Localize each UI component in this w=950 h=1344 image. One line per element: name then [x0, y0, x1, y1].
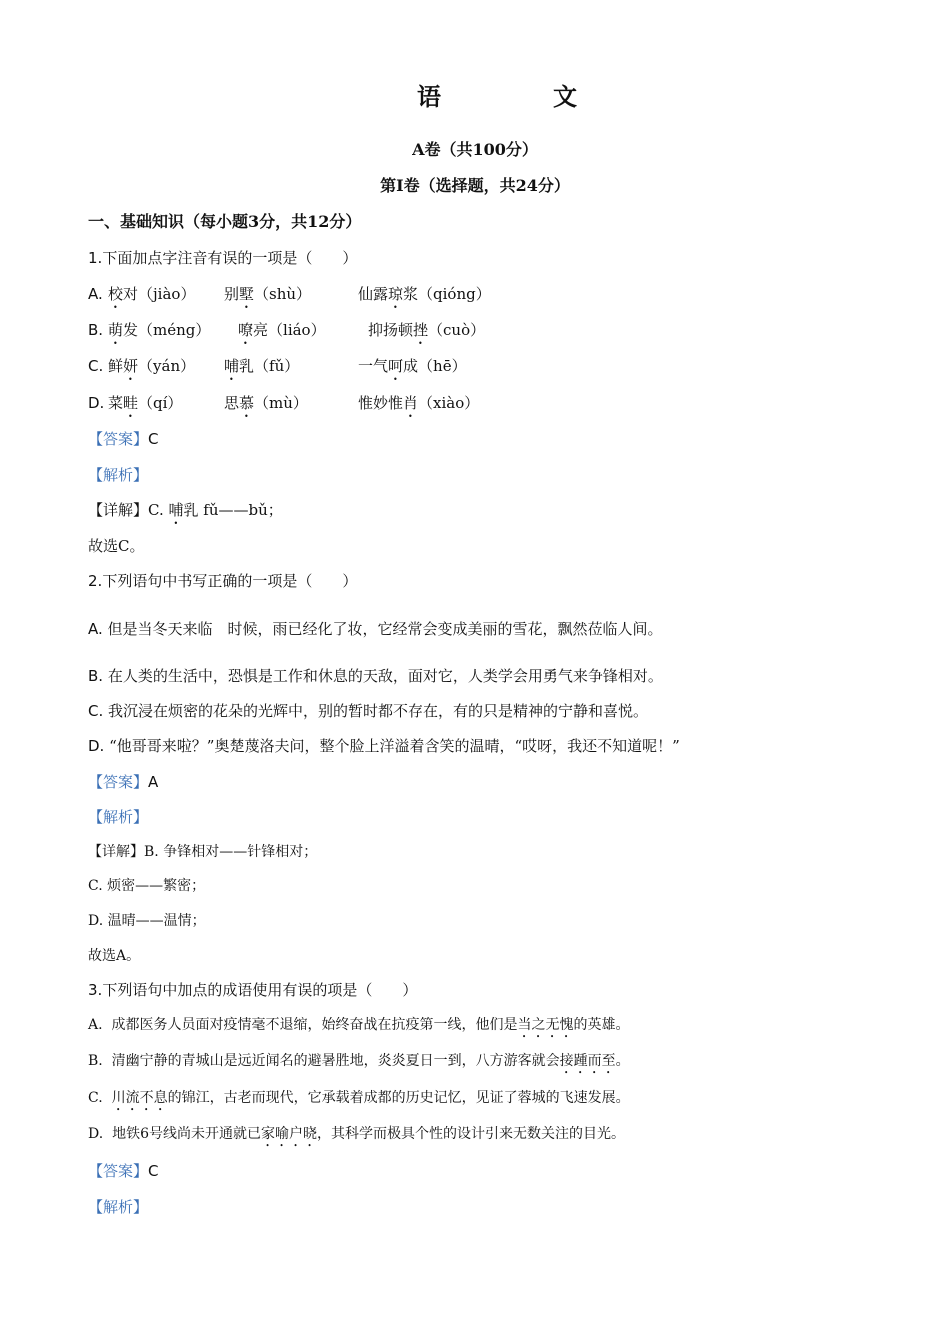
page-title: 语 文	[417, 82, 621, 111]
dotted-char: 呵	[388, 357, 404, 375]
part-title: 第Ⅰ卷（选择题，共24分）	[380, 176, 570, 195]
dotted-char: 墅	[239, 285, 255, 303]
q1-option-item	[358, 392, 479, 421]
answer-tag: 【答案】	[88, 773, 149, 791]
question-3-stem	[88, 979, 417, 1001]
q2-option-c	[88, 700, 648, 722]
item-pre: 思	[224, 394, 240, 412]
option-label: A.	[88, 620, 103, 638]
item-post: （yán）	[138, 357, 196, 375]
item-post: 对（jiào）	[123, 285, 196, 303]
detail-pre: C.	[148, 501, 169, 519]
q1-option-label: C.	[88, 357, 104, 375]
answer-value: C	[148, 430, 159, 448]
q2-option-a	[88, 618, 663, 640]
q3-option-a	[88, 1014, 629, 1041]
option-text: 但是当冬天来临 时候，雨已经化了妆，它经常会变成美丽的雪花，飘然莅临人间。	[107, 620, 663, 638]
item-pre: 惟妙惟	[358, 394, 404, 412]
option-label: B.	[88, 667, 104, 685]
q1-option-item	[224, 355, 299, 384]
option-label: B.	[88, 1053, 103, 1069]
q1-option-item	[358, 283, 491, 312]
option-pre: 成都医务人员面对疫情毫不退缩，始终奋战在抗疫第一线，他们是	[111, 1017, 518, 1033]
item-post: 浆（qióng）	[403, 285, 491, 303]
dotted-char: 挫	[413, 321, 429, 339]
q2-detail-d: D. 温晴——温情；	[88, 913, 206, 929]
detail-tag: 【详解】	[88, 844, 144, 860]
item-post: （cuò）	[428, 321, 486, 339]
item-post: （qí）	[138, 394, 183, 412]
option-idiom: 家喻户晓	[261, 1126, 318, 1142]
detail-text: B. 争锋相对——针锋相对；	[144, 844, 318, 860]
question-1-stem	[88, 247, 357, 269]
dotted-char: 畦	[123, 394, 139, 412]
item-post: （mù）	[254, 394, 308, 412]
q2-answer	[88, 771, 158, 793]
dotted-char: 妍	[123, 357, 139, 375]
option-text: 我沉浸在烦密的花朵的光辉中，别的暂时都不存在，有的只是精神的宁静和喜悦。	[108, 702, 649, 720]
q3-answer	[88, 1160, 159, 1182]
option-post: 。	[615, 1053, 630, 1069]
analysis-tag: 【解析】	[88, 466, 149, 484]
q1-option-item	[224, 283, 311, 312]
q1-option-label: B.	[88, 321, 104, 339]
q2-conclusion: 故选A。	[88, 948, 141, 964]
dotted-char: 萌	[108, 321, 124, 339]
option-text: 在人类的生活中，恐惧是工作和休息的天敌，面对它，人类学会用勇气来争锋相对。	[107, 667, 663, 685]
item-post: 乳（fǔ）	[239, 357, 300, 375]
option-text: “他哥哥来啦？”奥楚蔑洛夫问，整个脸上洋溢着含笑的温晴，“哎呀，我还不知道呢！”	[109, 737, 680, 755]
q1-answer	[88, 428, 159, 450]
option-idiom: 当之无愧	[517, 1017, 574, 1033]
option-label: D.	[88, 737, 105, 755]
section-title: 一、基础知识（每小题3分，共12分）	[88, 212, 362, 231]
q2-analysis-tag	[88, 806, 148, 828]
option-label: C.	[88, 702, 104, 720]
q1-option-label: A.	[88, 285, 103, 303]
item-post: （xiào）	[418, 394, 480, 412]
option-post: 的锦江，古老而现代，它承载着成都的历史记忆，见证了蓉城的飞速发展。	[167, 1090, 630, 1106]
q2-detail-c: C. 烦密——繁密；	[88, 878, 206, 894]
q1-analysis-tag	[88, 464, 148, 486]
detail-post: 乳 fǔ——bǔ；	[183, 501, 283, 519]
dotted-char: 嘹	[238, 321, 254, 339]
item-pre: 菜	[108, 394, 124, 412]
paper-subtitle: A卷（共100分）	[412, 140, 538, 159]
answer-value: A	[148, 773, 159, 791]
item-pre: 别	[224, 285, 240, 303]
question-text: 下列语句中书写正确的一项是（ ）	[102, 572, 358, 590]
option-idiom: 接踵而至	[559, 1053, 616, 1069]
option-idiom: 川流不息	[111, 1090, 168, 1106]
question-text: 下面加点字注音有误的一项是（ ）	[102, 249, 358, 267]
option-pre: 清幽宁静的青城山是远近闻名的避暑胜地，炎炎夏日一到，八方游客就会	[111, 1053, 560, 1069]
option-post: 的英雄。	[573, 1017, 630, 1033]
answer-tag: 【答案】	[88, 430, 149, 448]
q1-option-item	[368, 319, 485, 348]
question-2-stem	[88, 570, 357, 592]
item-post: 发（méng）	[123, 321, 211, 339]
answer-tag: 【答案】	[88, 1162, 149, 1180]
q1-option-item	[358, 355, 467, 384]
q1-option-item	[108, 355, 195, 384]
item-post: （shù）	[254, 285, 312, 303]
item-pre: 鲜	[108, 357, 124, 375]
item-pre: 抑扬顿	[368, 321, 414, 339]
q2-option-d	[88, 735, 680, 757]
analysis-tag: 【解析】	[88, 808, 149, 826]
question-number: 3.	[88, 981, 103, 999]
dotted-char: 慕	[239, 394, 255, 412]
q2-option-b	[88, 665, 663, 687]
q1-detail	[88, 499, 283, 528]
q2-detail-b	[88, 841, 317, 863]
q1-option-item	[238, 319, 326, 348]
answer-value: C	[148, 1162, 159, 1180]
q1-option-item	[224, 392, 308, 421]
item-post: 成（hē）	[403, 357, 467, 375]
question-number: 1.	[88, 249, 103, 267]
option-pre: 地铁6号线尚未开通就已	[112, 1126, 262, 1142]
dotted-char: 校	[108, 285, 124, 303]
option-label: D.	[88, 1126, 104, 1142]
detail-dotted-char: 哺	[168, 501, 184, 519]
dotted-char: 肖	[403, 394, 419, 412]
q1-option-item	[108, 392, 182, 421]
q3-option-b	[88, 1050, 630, 1077]
analysis-tag: 【解析】	[88, 1198, 149, 1216]
item-post: 亮（liáo）	[253, 321, 326, 339]
q1-option-item	[108, 319, 210, 348]
item-pre: 仙露	[358, 285, 389, 303]
dotted-char: 哺	[224, 357, 240, 375]
q3-option-d	[88, 1123, 625, 1150]
option-label: A.	[88, 1017, 103, 1033]
q3-analysis-tag	[88, 1196, 148, 1218]
detail-tag: 【详解】	[88, 501, 149, 519]
item-pre: 一气	[358, 357, 389, 375]
q1-option-label: D.	[88, 394, 105, 412]
question-number: 2.	[88, 572, 103, 590]
q3-option-c	[88, 1087, 630, 1114]
q1-conclusion: 故选C。	[88, 537, 145, 555]
option-label: C.	[88, 1090, 103, 1106]
option-post: ，其科学而极具个性的设计引来无数关注的目光。	[317, 1126, 626, 1142]
q1-option-item	[108, 283, 195, 312]
dotted-char: 琼	[388, 285, 404, 303]
question-text: 下列语句中加点的成语使用有误的项是（ ）	[102, 981, 418, 999]
